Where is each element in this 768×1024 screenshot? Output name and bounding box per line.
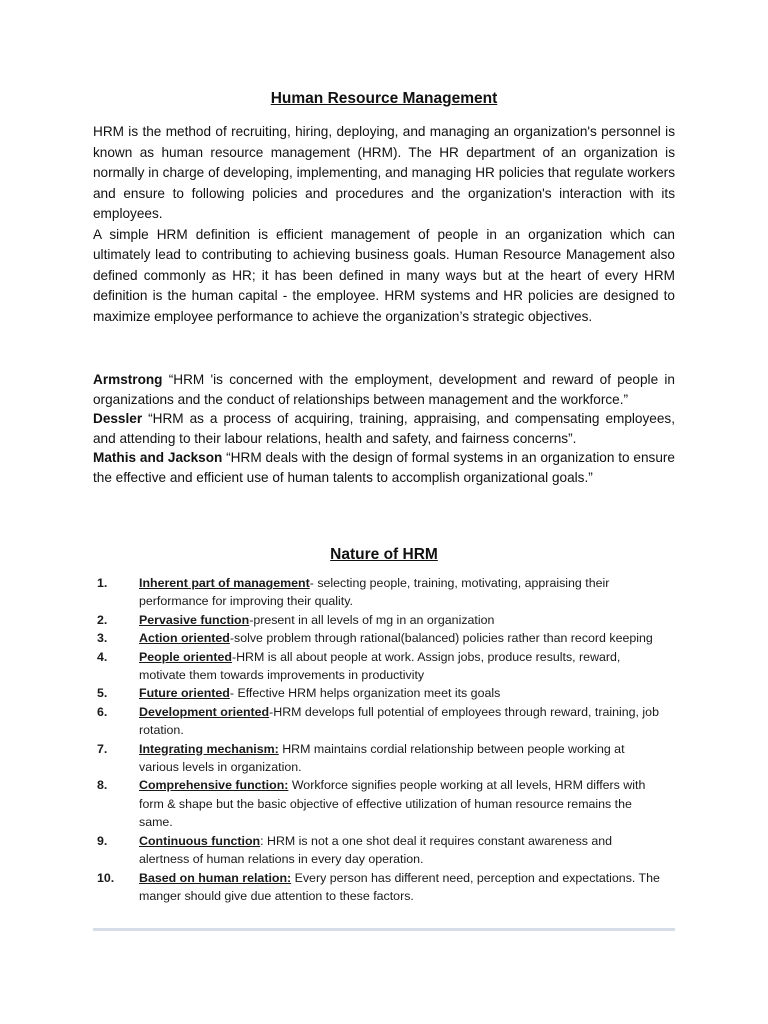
definition-text: “HRM as a process of acquiring, training, appraising, and compensating employees, and attending to their labour relations, health and safety, and fairness concerns”. [93,411,675,446]
list-term: Pervasive function [139,612,250,627]
list-number: 10. [97,870,115,885]
list-item [93,684,675,702]
list-item-body [139,629,675,647]
definition-mathis-jackson [93,448,675,487]
list-number: 2. [97,612,108,627]
list-text: -present in all levels of mg in an organization [249,612,495,627]
list-number: 8. [97,778,108,793]
list-item-body [139,648,675,685]
list-item-body [139,832,675,869]
list-text: Workforce signifies people working at all levels, HRM differs with form & shape but the basic objective of effective utilization of human resource remains the same. [139,778,646,830]
definition-author: Armstrong [93,372,163,387]
list-item [93,648,675,685]
list-item-body [139,703,675,740]
nature-list [93,574,675,905]
list-term: Action oriented [139,631,230,646]
definition-armstrong [93,370,675,409]
list-number: 7. [97,741,108,756]
list-item-body [139,574,675,611]
definitions-section [93,370,675,487]
list-item [93,611,675,629]
list-term: Development oriented [139,704,270,719]
list-text: : HRM is not a one shot deal it requires constant awareness and alertness of human relations in every day operation. [139,833,613,867]
list-item-body [139,740,675,777]
intro-paragraph-1: HRM is the method of recruiting, hiring, deploying, and managing an organization's personnel is known as human resource management (HRM). The HR department of an organization is normally in charge of developing, implementing, and managing HR policies that regulate workers and ensure to following policies and procedures and the organization's interaction with its employees. [93,124,675,221]
list-text: HRM maintains cordial relationship between people working at various levels in organization. [139,741,625,775]
list-number: 6. [97,704,108,719]
definition-text: “HRM deals with the design of formal systems in an organization to ensure the effective and efficient use of human talents to accomplish organizational goals.” [93,450,675,485]
list-item-body [139,776,675,831]
definition-author: Mathis and Jackson [93,450,223,465]
list-term: Continuous function [139,833,261,848]
list-term: Inherent part of management [139,576,310,590]
definition-dessler [93,409,675,448]
list-number: 1. [97,576,108,590]
definition-text: “HRM 'is concerned with the employment, development and reward of people in organizations and the conduct of relationships between management and the workforce.” [93,372,675,407]
list-number: 3. [97,631,108,646]
list-item [93,869,675,906]
document-title: Human Resource Management [270,90,498,107]
definition-author: Dessler [93,411,143,426]
list-item [93,832,675,869]
list-item-body [139,684,675,702]
list-text: Every person has different need, perception and expectations. The manger should give due attention to these factors. [139,870,660,903]
nature-list-image [93,574,675,931]
list-term: Based on human relation: [139,870,292,885]
intro-paragraph-2: A simple HRM definition is efficient management of people in an organization which can ultimately lead to contributing to achieving business goals. Human Resource Management also defined commonly as HR; it has been defined in many ways but at the heart of every HRM definition is the human capital - the employee. HRM systems and HR policies are designed to maximize employee performance to achieve the organization’s strategic objectives. [93,226,675,324]
list-term: Comprehensive function: [139,778,289,793]
list-text: -HRM is all about people at work. Assign jobs, produce results, reward, motivate them towards improvements in productivity [139,649,621,683]
list-item [93,776,675,831]
list-text: -solve problem through rational(balanced) policies rather than record keeping [229,631,653,646]
list-item-body [139,869,675,906]
list-text: -HRM develops full potential of employees through reward, training, job rotation. [139,704,659,738]
list-number: 9. [97,833,108,848]
list-item [93,703,675,740]
intro-section [93,122,675,327]
list-number: 4. [97,649,108,664]
list-text: - Effective HRM helps organization meet its goals [229,686,501,701]
list-term: People oriented [139,649,232,664]
list-term: Integrating mechanism: [139,741,279,756]
list-text: - selecting people, training, motivating, appraising their performance for improving their quality. [139,576,610,609]
list-term: Future oriented [139,686,230,701]
list-item [93,574,675,611]
list-item [93,740,675,777]
list-item [93,629,675,647]
list-item-body [139,611,675,629]
nature-heading: Nature of HRM [330,546,438,563]
list-number: 5. [97,686,108,701]
